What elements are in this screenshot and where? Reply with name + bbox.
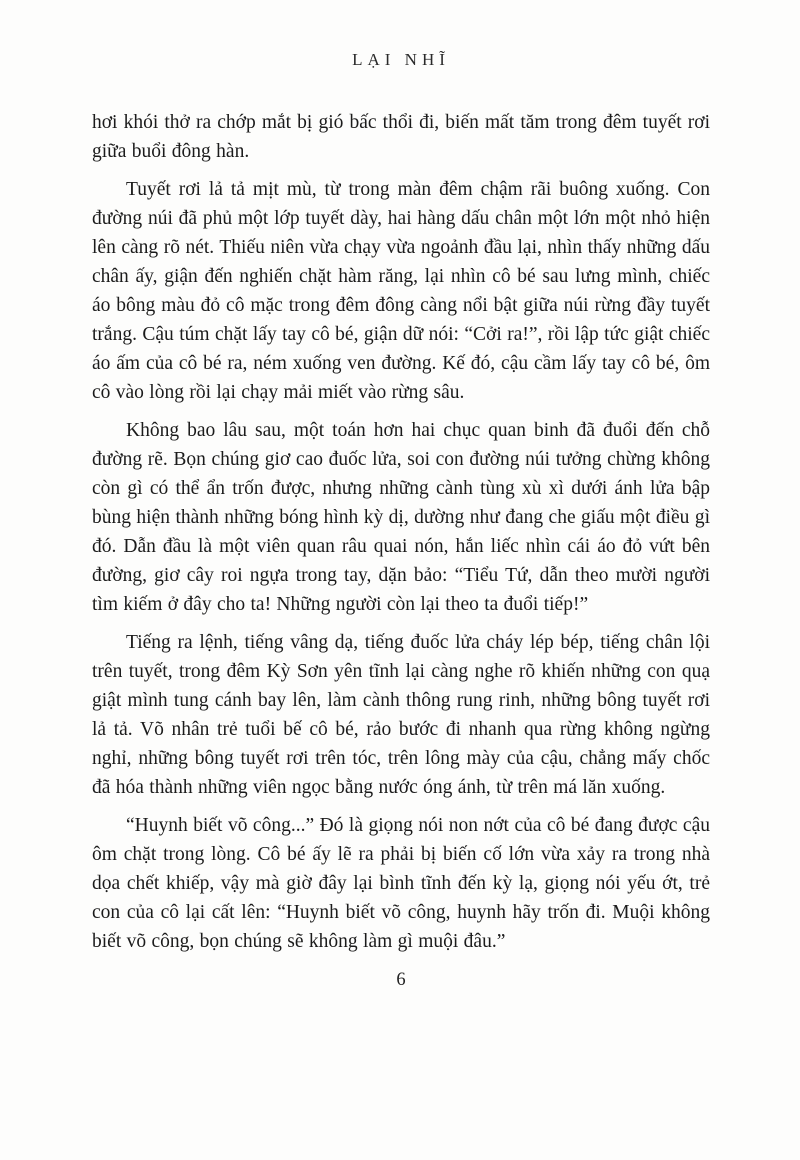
paragraph: “Huynh biết võ công...” Đó là giọng nói non nớt của cô bé đang được cậu ôm chặt trong lòng. Cô bé ấy lẽ ra phải bị biến cố lớn vừa xảy ra trong nhà dọa chết khiếp, vậy mà giờ đây lại bình tĩnh đến kỳ lạ, giọng nói yếu ớt, trẻ con của cô lại cất lên: “Huynh biết võ công, huynh hãy trốn đi. Muội không biết võ công, bọn chúng sẽ không làm gì muội đâu.” — [92, 815, 710, 952]
page-number: 6 — [396, 970, 406, 990]
paragraph: Không bao lâu sau, một toán hơn hai chục quan binh đã đuổi đến chỗ đường rẽ. Bọn chúng giơ cao đuốc lửa, soi con đường núi tưởng chừng không còn gì có thể ẩn trốn được, nhưng những cành tùng xù xì dưới ánh lửa bập bùng hiện thành những bóng hình kỳ dị, dường như đang che giấu một điều gì đó. Dẫn đầu là một viên quan râu quai nón, hắn liếc nhìn cái áo đỏ vứt bên đường, giơ cây roi ngựa trong tay, dặn bảo: “Tiểu Tứ, dẫn theo mười người tìm kiếm ở đây cho ta! Những người còn lại theo ta đuổi tiếp!” — [92, 420, 710, 615]
running-head-title: LẠI NHĨ — [352, 50, 450, 69]
paragraph: Tiếng ra lệnh, tiếng vâng dạ, tiếng đuốc lửa cháy lép bép, tiếng chân lội trên tuyết, trong đêm Kỳ Sơn yên tĩnh lại càng nghe rõ khiến những con quạ giật mình tung cánh bay lên, làm cành thông rung rinh, những bông tuyết rơi lả tả. Võ nhân trẻ tuổi bế cô bé, rảo bước đi nhanh qua rừng không ngừng nghỉ, những bông tuyết rơi trên tóc, trên lông mày của cậu, chẳng mấy chốc đã hóa thành những viên ngọc bằng nước óng ánh, từ trên má lăn xuống. — [92, 632, 710, 798]
paragraph: hơi khói thở ra chớp mắt bị gió bấc thổi đi, biến mất tăm trong đêm tuyết rơi giữa buổi đông hàn. — [92, 112, 710, 162]
page-body — [92, 108, 710, 956]
paragraph: Tuyết rơi lả tả mịt mù, từ trong màn đêm chậm rãi buông xuống. Con đường núi đã phủ một lớp tuyết dày, hai hàng dấu chân một lớn một nhỏ hiện lên càng rõ nét. Thiếu niên vừa chạy vừa ngoảnh đầu lại, nhìn thấy những dấu chân ấy, giận đến nghiến chặt hàm răng, lại nhìn cô bé sau lưng mình, chiếc áo bông màu đỏ cô mặc trong đêm đông càng nổi bật giữa núi rừng đầy tuyết trắng. Cậu túm chặt lấy tay cô bé, giận dữ nói: “Cởi ra!”, rồi lập tức giật chiếc áo ấm của cô bé ra, ném xuống ven đường. Kế đó, cậu cầm lấy tay cô bé, ôm cô vào lòng rồi lại chạy mải miết vào rừng sâu. — [92, 179, 710, 403]
